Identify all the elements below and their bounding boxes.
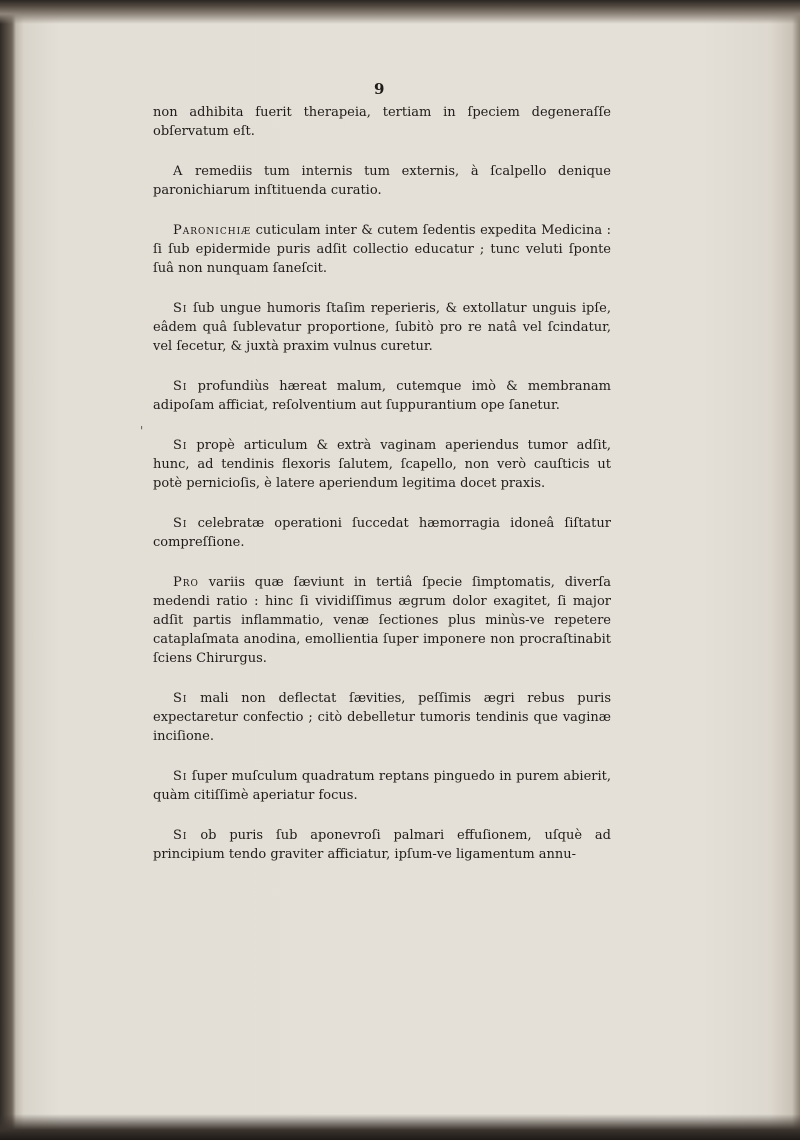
binding-shadow [0, 0, 16, 1140]
paragraph-3: Paronichiæ cuticulam inter & cutem ſedentis expedita Medicina : ſi ſub epidermide puris adſit collectio educatur ; tunc veluti ſponte ſuâ non nunquam ſaneſcit. [153, 223, 611, 276]
paragraph-8: Pro variis quæ ſæviunt in tertiâ ſpecie ſimptomatis, diverſa medendi ratio : hinc ſi vividiſſimus ægrum dolor exagitet, ſi major adſit partis inflammatio, venæ ſectiones plus minùs-ve repetere cataplaſmata anodina, emollientia ſuper imponere non procraſtinabit ſciens Chirurgus. [153, 575, 611, 666]
paragraph-9: Si mali non deflectat ſævities, peſſimis ægri rebus puris expectaretur confectio ; citò debelletur tumoris tendinis que vaginæ inciſione. [153, 691, 611, 744]
paragraph-1: non adhibita fuerit therapeia, tertiam in ſpeciem degeneraſſe obſervatum eſt. [153, 105, 611, 139]
paragraph-11: Si ob puris ſub aponevroſi palmari effuſionem, uſquè ad principium tendo graviter afficiatur, ipſum-ve ligamentum annu- [153, 828, 611, 862]
top-page-edge [0, 0, 800, 24]
stray-mark: ' [140, 424, 144, 438]
paragraph-5: Si profundiùs hæreat malum, cutemque imò & membranam adipoſam afficiat, reſolventium aut ſuppurantium ope ſanetur. [153, 379, 611, 413]
paragraph-7: Si celebratæ operationi ſuccedat hæmorragia idoneâ ſiſtatur compreſſione. [153, 516, 611, 550]
paragraph-6: Si propè articulum & extrà vaginam aperiendus tumor adſit, hunc, ad tendinis flexoris ſalutem, ſcapello, non verò cauſticis ut potè pernicioſis, è latere aperiendum legitima docet praxis. [153, 438, 611, 491]
paragraph-2: A remediis tum internis tum externis, à ſcalpello denique paronichiarum inſtituenda curatio. [153, 164, 611, 198]
bottom-page-edge [0, 1114, 800, 1140]
paragraph-10: Si ſuper muſculum quadratum reptans pinguedo in purem abierit, quàm citiſſimè aperiatur focus. [153, 769, 611, 803]
paragraph-4: Si ſub ungue humoris ſtaſim reperieris, & extollatur unguis ipſe, eâdem quâ ſublevatur proportione, ſubitò pro re natâ vel ſcindatur, vel ſecetur, & juxtà praxim vulnus curetur. [153, 301, 611, 354]
body-text [153, 103, 611, 885]
page-number: 9 [374, 80, 385, 98]
